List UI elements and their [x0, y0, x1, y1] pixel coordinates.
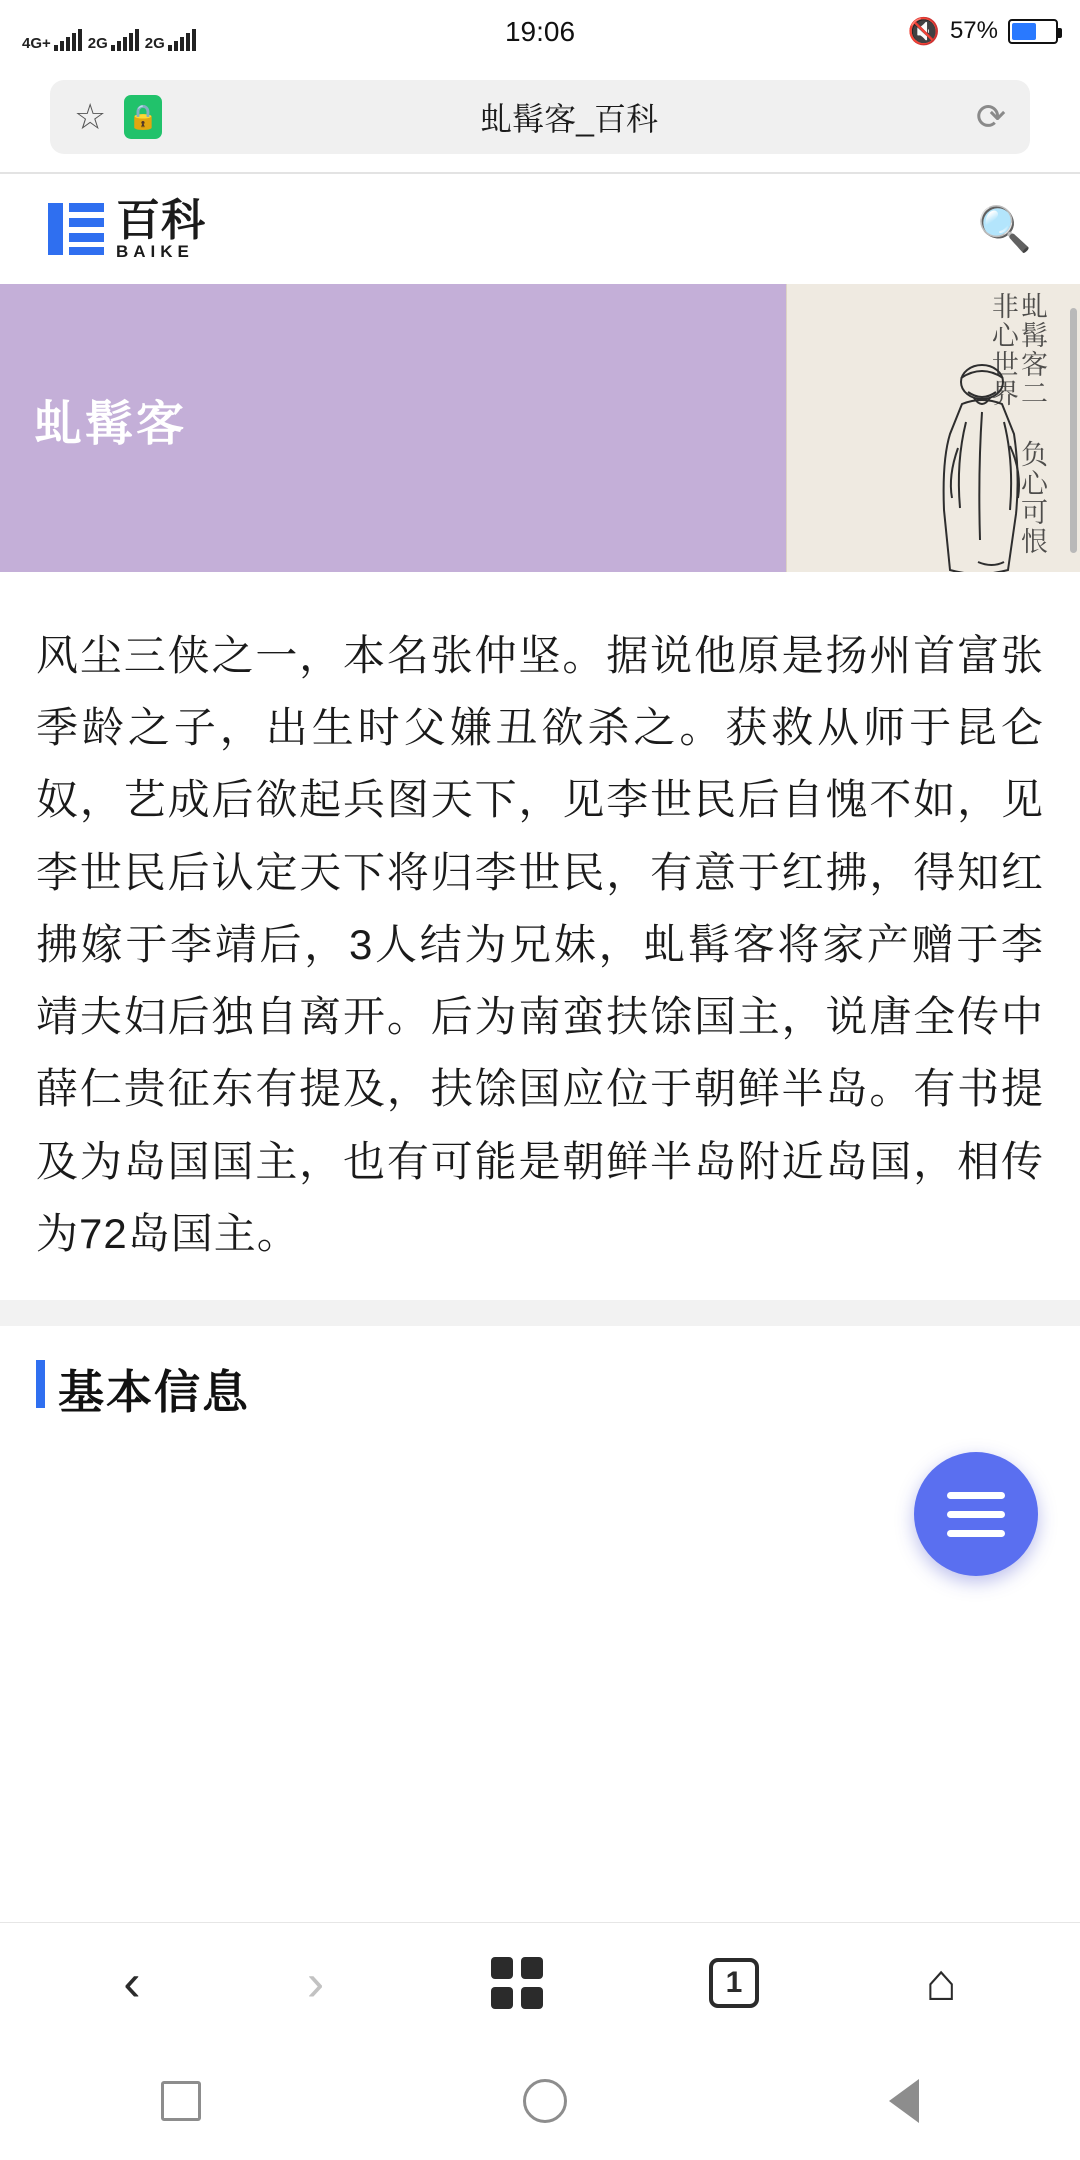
- battery-percent-label: 57%: [949, 17, 998, 44]
- browser-address-bar[interactable]: [0, 62, 1080, 172]
- section-divider: [0, 1300, 1080, 1326]
- book-icon: [48, 203, 104, 255]
- menu-icon: [947, 1492, 1005, 1537]
- android-nav-bar: [0, 2042, 1080, 2160]
- triangle-back-icon[interactable]: [889, 2079, 919, 2123]
- hero-background: [0, 284, 786, 572]
- home-icon[interactable]: ⌂: [925, 1953, 957, 2012]
- network-type-label-3: 2G: [144, 35, 165, 52]
- tab-count-label: 1: [709, 1958, 759, 2008]
- forward-button[interactable]: ›: [306, 1953, 325, 2012]
- page-title[interactable]: 虬髯客_百科: [480, 101, 658, 137]
- star-icon[interactable]: ☆: [74, 96, 107, 137]
- artwork-caption: 虬髯客二 负心可恨非心世界: [987, 292, 1047, 556]
- battery-icon: [1008, 19, 1058, 44]
- status-bar-right: [908, 16, 1058, 47]
- address-field[interactable]: [50, 80, 1030, 154]
- apps-icon[interactable]: [491, 1957, 543, 2009]
- circle-icon[interactable]: [523, 2079, 567, 2123]
- mute-icon: 🔇: [907, 15, 940, 46]
- network-type-label-1: 4G+: [22, 35, 51, 52]
- hero-banner: [0, 284, 1080, 572]
- network-type-label-2: 2G: [87, 35, 108, 52]
- tabs-button[interactable]: [709, 1958, 759, 2008]
- floating-menu-button[interactable]: [914, 1452, 1038, 1576]
- browser-bottom-toolbar: [0, 1922, 1080, 2042]
- logo-label-en: BAIKE: [116, 241, 194, 261]
- back-button[interactable]: ‹: [123, 1953, 141, 2012]
- figure-illustration: [904, 352, 1054, 572]
- status-bar-clock: 19:06: [504, 16, 576, 47]
- page-scrollbar[interactable]: [1070, 308, 1077, 553]
- reload-icon[interactable]: ⟳: [975, 96, 1006, 137]
- baike-logo[interactable]: [48, 195, 206, 261]
- painting-image: [787, 284, 1080, 572]
- entry-title: 虬髯客: [34, 398, 188, 451]
- hero-artwork[interactable]: [786, 284, 1080, 572]
- logo-label-cn: 百科: [116, 195, 206, 245]
- lock-icon[interactable]: 🔒: [124, 95, 162, 139]
- basic-info-section: [0, 1326, 1080, 1422]
- square-icon[interactable]: [161, 2081, 201, 2121]
- status-bar: [0, 0, 1080, 62]
- section-title: 基本信息: [36, 1356, 1044, 1422]
- search-icon[interactable]: 🔍: [977, 205, 1032, 254]
- site-header: [0, 174, 1080, 284]
- article-body: 风尘三侠之一，本名张仲坚。据说他原是扬州首富张季龄之子，出生时父嫌丑欲杀之。获救从师于昆仑奴，艺成后欲起兵图天下，见李世民后自愧不如，见李世民后认定天下将归李世民，有意于红拂，得知红拂嫁于李靖后，3人结为兄妹，虬髯客将家产赠于李靖夫妇后独自离开。后为南蛮扶馀国主，说唐全传中薛仁贵征东有提及，扶馀国应位于朝鲜半岛。有书提及为岛国国主，也有可能是朝鲜半岛附近岛国，相传为72岛国主。: [36, 632, 1044, 1257]
